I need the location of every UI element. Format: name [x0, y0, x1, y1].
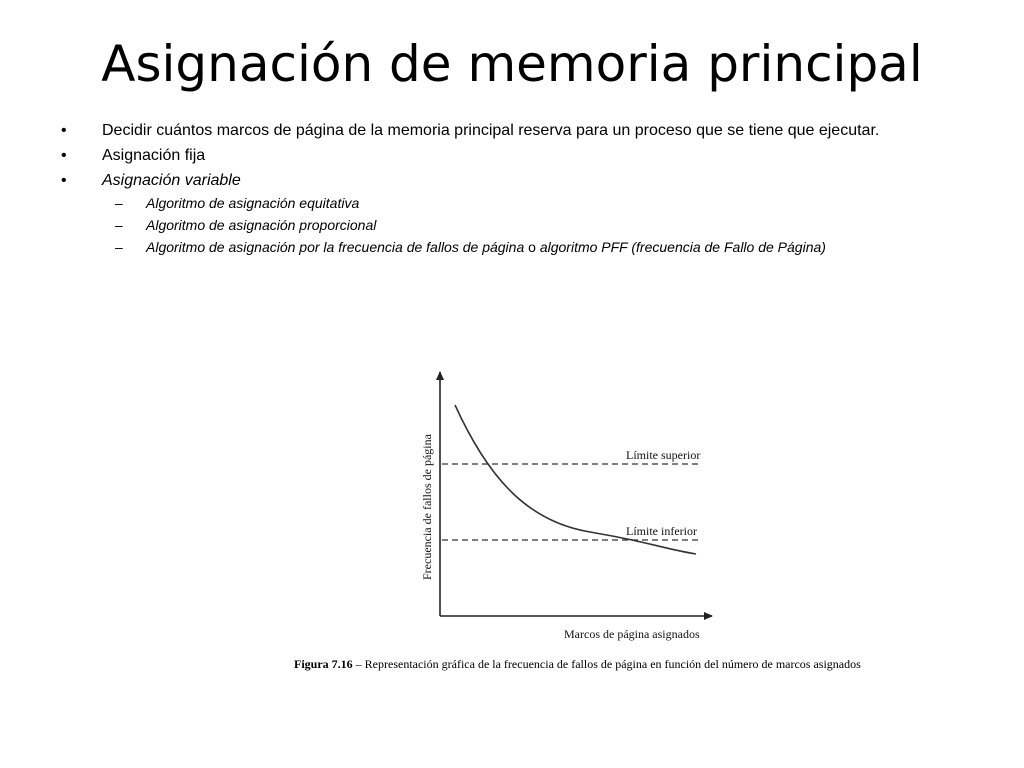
figure-caption-text: – Representación gráfica de la frecuencia de fallos de página en función del número de marcos asignados	[352, 657, 861, 671]
bullet-text: Decidir cuántos marcos de página de la memoria principal reserva para un proceso que se tiene que ejecutar.	[102, 122, 880, 139]
slide-title: Asignación de memoria principal	[101, 35, 923, 93]
dash-mark: –	[115, 217, 123, 233]
sub-bullet-item	[0, 238, 1024, 256]
x-axis-label: Marcos de página asignados	[564, 627, 700, 641]
bullet-item	[0, 172, 1024, 190]
sub-bullet-item	[0, 216, 1024, 234]
sub-bullet-item	[0, 194, 1024, 212]
y-axis-label: Frecuencia de fallos de página	[420, 434, 434, 580]
bullet-text: Asignación variable	[102, 172, 241, 189]
sub-bullet-text: Algoritmo de asignación proporcional	[146, 217, 377, 233]
dash-mark: –	[115, 195, 123, 211]
figure-number: Figura 7.16	[294, 657, 353, 671]
sub-bullet-text-part1: Algoritmo de asignación por la frecuencia de fallos de página	[146, 239, 525, 255]
pff-figure	[290, 362, 890, 702]
sub-bullet-text: Algoritmo de asignación equitativa	[146, 195, 360, 211]
upper-limit-label: Límite superior	[626, 448, 701, 462]
bullet-item	[0, 122, 1024, 140]
figure-caption	[294, 656, 884, 672]
bullet-mark: •	[61, 122, 67, 139]
bullet-list	[0, 122, 1024, 260]
bullet-text: Asignación fija	[102, 147, 206, 164]
bullet-mark: •	[61, 172, 67, 189]
bullet-item	[0, 147, 1024, 165]
dash-mark: –	[115, 239, 123, 255]
sub-bullet-text-part2: o	[524, 239, 540, 255]
pff-diagram	[290, 362, 890, 652]
sub-bullet-text-part3: algoritmo PFF (frecuencia de Fallo de Página)	[539, 239, 826, 255]
lower-limit-label: Límite inferior	[626, 524, 697, 538]
bullet-mark: •	[61, 147, 67, 164]
